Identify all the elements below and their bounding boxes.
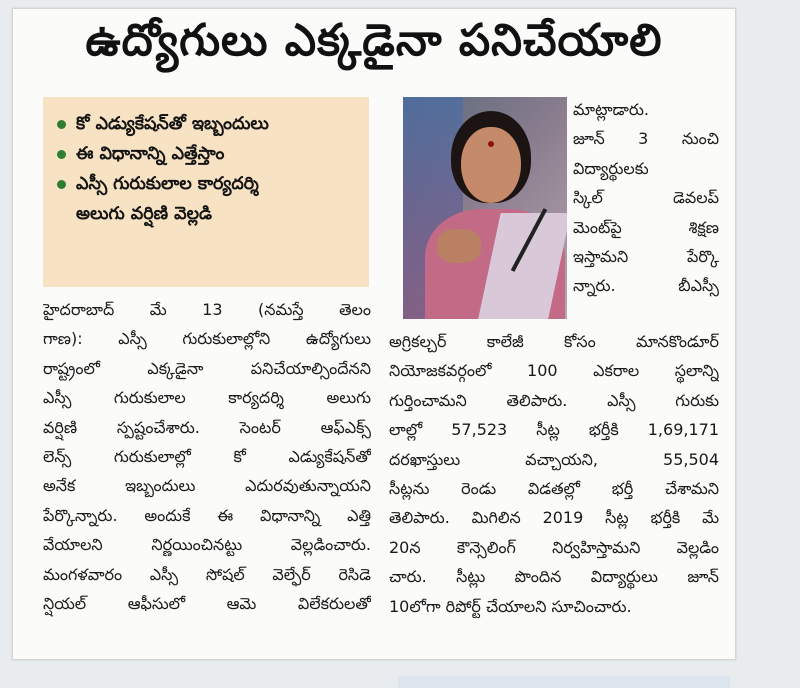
- text-line: అగ్రికల్చర్ కాలేజీ కోసం మానకొండూర్: [389, 332, 719, 351]
- text-line: న్నారు. బీఎస్సీ: [573, 276, 719, 296]
- highlight-item: [57, 109, 359, 139]
- text-line: చారు. సీట్లు పొందిన విద్యార్థులు జూన్: [389, 567, 719, 587]
- text-line: 20న కౌన్సెలింగ్ నిర్వహిస్తామని వెల్లడిం: [389, 537, 719, 557]
- text-line: న్షియల్ ఆఫీసులో ఆమె విలేకరులతో: [43, 593, 371, 613]
- text-line: దరఖాస్తులు వచ్చాయని, 55,504: [389, 449, 719, 469]
- highlight-text: కో ఎడ్యుకేషన్‌తో ఇబ్బందులు: [76, 114, 269, 134]
- article-column-right: [389, 327, 719, 621]
- text-line: వర్షిణి స్పష్టంచేశారు. సెంటర్ ఆఫ్‌ఎక్స్: [43, 417, 371, 437]
- text-line: అనేక ఇబ్బందులు ఎదురవుతున్నాయని: [43, 476, 371, 496]
- highlight-text: ఎస్సీ గురుకులాల కార్యదర్శి అలుగు వర్షిణి వెల్లడి: [76, 174, 259, 224]
- text-line: మెంట్‌పై శిక్షణ: [573, 217, 719, 237]
- text-line: గుర్తించామని తెలిపారు. ఎస్సీ గురుకు: [389, 390, 719, 410]
- page-strip: [398, 676, 730, 688]
- text-line: ఇస్తామని పేర్కొ: [573, 246, 719, 266]
- article-column-right-top: [573, 95, 719, 301]
- text-line: వేయాలని నిర్ణయించినట్టు వెల్లడించారు.: [43, 535, 371, 555]
- highlight-text: ఈ విధానాన్ని ఎత్తేస్తాం: [76, 144, 225, 164]
- text-line: లాల్లో 57,523 సీట్ల భర్తీకి 1,69,171: [389, 420, 719, 440]
- text-line: మాట్లాడారు.: [573, 100, 649, 119]
- headline: ఉద్యోగులు ఎక్కడైనా పనిచేయాలి: [85, 15, 663, 66]
- bullet-icon: [57, 180, 66, 189]
- article-column-left: [43, 295, 371, 618]
- highlight-item: [57, 139, 359, 169]
- text-line: సీట్లను రెండు విడతల్లో భర్తీ చేశామని: [389, 478, 719, 498]
- text-line: గాణ): ఎస్సీ గురుకులాల్లోని ఉద్యోగులు: [43, 329, 371, 349]
- highlight-item: [57, 169, 359, 229]
- text-line: హైదరాబాద్ మే 13 (నమస్తే తెలం: [43, 300, 371, 319]
- text-line: పేర్కొన్నారు. అందుకే ఈ విధానాన్ని ఎత్తి: [43, 505, 371, 525]
- text-line: తెలిపారు. మిగిలిన 2019 సీట్ల భర్తీకి మే: [389, 508, 719, 528]
- portrait-photo: [403, 97, 567, 319]
- text-line: 10లోగా రిపోర్ట్ చేయాలని సూచించారు.: [389, 596, 632, 616]
- text-line: నియోజకవర్గంలో 100 ఎకరాల స్థలాన్ని: [389, 361, 719, 381]
- text-line: లెన్స్ గురుకులాల్లో కో ఎడ్యుకేషన్‌తో: [43, 446, 371, 466]
- text-line: స్కిల్ డెవలప్: [573, 188, 719, 208]
- highlights-box: [43, 97, 369, 287]
- text-line: ఎస్సీ గురుకులాల కార్యదర్శి అలుగు: [43, 388, 371, 408]
- text-line: రాష్ట్రంలో ఎక్కడైనా పనిచేయాల్సిందేనని: [43, 358, 371, 378]
- bullet-icon: [57, 120, 66, 129]
- text-line: మంగళవారం ఎస్సీ సోషల్ వెల్ఫేర్ రెసిడె: [43, 564, 371, 584]
- text-line: విద్యార్థులకు: [573, 158, 649, 178]
- text-line: జూన్ 3 నుంచి: [573, 129, 719, 149]
- bullet-icon: [57, 150, 66, 159]
- news-clipping: [12, 8, 736, 660]
